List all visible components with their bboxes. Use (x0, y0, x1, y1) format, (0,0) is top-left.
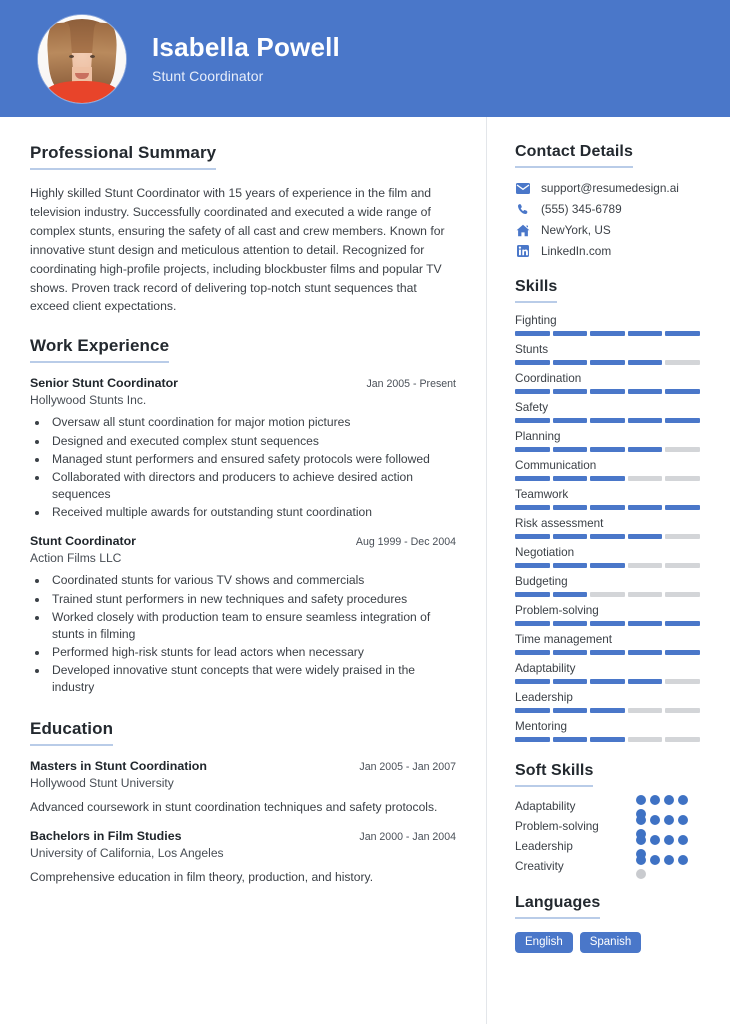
skill-segment (515, 679, 550, 684)
experience-entry (30, 534, 456, 696)
skill-row (515, 401, 700, 423)
skill-row (515, 546, 700, 568)
experience-bullet: • Designed and executed complex stunt sequences (49, 433, 456, 450)
soft-skills-list (515, 799, 700, 874)
skill-level-bar (515, 418, 700, 423)
soft-skill-dot (636, 835, 646, 845)
skill-segment (515, 505, 550, 510)
skill-row (515, 343, 700, 365)
skill-segment (515, 621, 550, 626)
education-institution: Hollywood Stunt University (30, 775, 174, 790)
section-soft-skills (515, 762, 700, 874)
skill-segment (628, 505, 663, 510)
experience-job-title: Senior Stunt Coordinator (30, 376, 178, 391)
section-skills (515, 278, 700, 742)
experience-job-title: Stunt Coordinator (30, 534, 136, 549)
skill-segment (628, 534, 663, 539)
soft-skill-label: Problem-solving (515, 820, 599, 833)
skill-segment (665, 360, 700, 365)
experience-entry-list (30, 376, 456, 696)
contact-value: (555) 345-6789 (541, 202, 622, 216)
soft-skill-label: Adaptability (515, 800, 576, 813)
home-icon (515, 223, 531, 237)
soft-skill-dot (650, 795, 660, 805)
experience-bullet: • Coordinated stunts for various TV shows and commercials (49, 572, 456, 589)
skill-segment (665, 389, 700, 394)
skill-segment (590, 737, 625, 742)
skill-segment (665, 447, 700, 452)
skill-segment (665, 708, 700, 713)
skill-segment (515, 360, 550, 365)
skill-level-bar (515, 708, 700, 713)
skill-segment (590, 650, 625, 655)
skill-level-bar (515, 360, 700, 365)
skill-label: Mentoring (515, 720, 567, 733)
experience-bullet: • Trained stunt performers in new techniques and safety procedures (49, 591, 456, 608)
skill-segment (515, 418, 550, 423)
skill-segment (553, 563, 588, 568)
resume-header (0, 0, 730, 117)
skill-segment (515, 708, 550, 713)
experience-bullet: • Collaborated with directors and producers to achieve desired action sequences (49, 469, 456, 503)
skill-segment (665, 563, 700, 568)
contact-row[interactable] (515, 244, 700, 258)
experience-bullet: • Worked closely with production team to ensure seamless integration of stunts in filming (49, 609, 456, 643)
skill-label: Safety (515, 401, 549, 414)
soft-skill-dot (664, 795, 674, 805)
section-contact-details (515, 143, 700, 258)
skill-level-bar (515, 563, 700, 568)
education-description: Advanced coursework in stunt coordination techniques and safety protocols. (30, 799, 438, 814)
skill-segment (515, 737, 550, 742)
skill-segment (553, 418, 588, 423)
profile-photo-avatar (38, 15, 126, 103)
section-heading-experience: Work Experience (30, 336, 169, 363)
sidebar-column (487, 117, 730, 1024)
education-degree: Masters in Stunt Coordination (30, 758, 207, 773)
skill-segment (553, 360, 588, 365)
education-date-range: Jan 2005 - Jan 2007 (359, 760, 456, 773)
skill-segment (590, 621, 625, 626)
skill-segment (628, 476, 663, 481)
skill-segment (665, 534, 700, 539)
experience-entry (30, 376, 456, 521)
skill-segment (515, 534, 550, 539)
experience-entry-header (30, 534, 456, 548)
skill-segment (553, 650, 588, 655)
skill-segment (628, 389, 663, 394)
skill-label: Problem-solving (515, 604, 599, 617)
skill-segment (665, 418, 700, 423)
skill-row (515, 662, 700, 684)
contact-row[interactable] (515, 223, 700, 237)
skill-segment (628, 708, 663, 713)
skill-level-bar (515, 331, 700, 336)
skill-row (515, 720, 700, 742)
section-languages (515, 894, 700, 953)
experience-company: Action Films LLC (30, 551, 122, 566)
skill-segment (665, 476, 700, 481)
section-heading-languages: Languages (515, 894, 600, 919)
soft-skill-label: Creativity (515, 860, 564, 873)
skill-segment (553, 476, 588, 481)
skill-segment (515, 563, 550, 568)
skill-label: Risk assessment (515, 517, 604, 530)
skill-label: Leadership (515, 691, 573, 704)
skill-segment (628, 650, 663, 655)
soft-skill-dot (678, 815, 688, 825)
skill-segment (628, 418, 663, 423)
skill-level-bar (515, 447, 700, 452)
skill-segment (590, 476, 625, 481)
skill-segment (628, 592, 663, 597)
section-heading-summary: Professional Summary (30, 143, 216, 170)
experience-bullet: • Managed stunt performers and ensured safety protocols were followed (49, 451, 456, 468)
skill-segment (665, 679, 700, 684)
language-chip[interactable]: English (515, 932, 573, 953)
soft-skill-dot (664, 815, 674, 825)
skill-level-bar (515, 476, 700, 481)
skill-segment (590, 708, 625, 713)
avatar-shirt (46, 81, 118, 103)
section-heading-skills: Skills (515, 278, 557, 303)
summary-text: Highly skilled Stunt Coordinator with 15 years of experience in the film and television industry. Successfully coordinated and executed a wide range of complex stunts, ensuring the safety of all cast and crew members. Known for innovative stunt design and meticulous attention to detail. Recognized for coordinating high-profile projects, including blockbuster films and popular TV shows. Proven track record of delivering top-notch stunt sequences that exceed client expectations. (30, 186, 445, 314)
skill-label: Communication (515, 459, 597, 472)
education-entry-header (30, 759, 456, 773)
section-education (30, 719, 456, 886)
section-heading-soft-skills: Soft Skills (515, 762, 593, 787)
skill-row (515, 633, 700, 655)
skill-segment (590, 331, 625, 336)
linkedin-icon (515, 244, 531, 258)
skill-segment (553, 331, 588, 336)
skill-segment (665, 331, 700, 336)
skill-segment (590, 360, 625, 365)
education-entry-list (30, 759, 456, 886)
skill-segment (665, 650, 700, 655)
skill-segment (515, 476, 550, 481)
skill-segment (665, 621, 700, 626)
header-text-block (152, 33, 340, 85)
experience-bullet: • Performed high-risk stunts for lead actors when necessary (49, 644, 456, 661)
skill-segment (553, 534, 588, 539)
skill-segment (515, 331, 550, 336)
soft-skill-row (515, 859, 700, 874)
language-chip[interactable]: Spanish (580, 932, 642, 953)
soft-skill-row (515, 839, 700, 854)
skill-level-bar (515, 505, 700, 510)
soft-skill-dot (678, 835, 688, 845)
skill-level-bar (515, 650, 700, 655)
skill-segment (665, 737, 700, 742)
section-work-experience (30, 336, 456, 696)
experience-bullet-list (49, 414, 456, 521)
envelope-icon (515, 181, 531, 195)
skill-segment (553, 592, 588, 597)
skill-segment (628, 331, 663, 336)
skill-level-bar (515, 679, 700, 684)
experience-date-range: Aug 1999 - Dec 2004 (355, 536, 456, 549)
skill-segment (553, 447, 588, 452)
skill-level-bar (515, 737, 700, 742)
contact-list (515, 181, 700, 258)
skill-label: Negotiation (515, 546, 575, 559)
skill-row (515, 604, 700, 626)
soft-skill-dot (678, 795, 688, 805)
skill-segment (628, 621, 663, 626)
skill-row (515, 691, 700, 713)
soft-skill-dot (678, 855, 688, 865)
skill-segment (590, 534, 625, 539)
resume-body (0, 117, 730, 1024)
soft-skill-label: Leadership (515, 840, 573, 853)
candidate-name: Isabella Powell (152, 31, 340, 62)
section-heading-education: Education (30, 719, 113, 746)
soft-skill-dot (664, 835, 674, 845)
education-date-range: Jan 2000 - Jan 2004 (359, 830, 456, 843)
skill-segment (553, 505, 588, 510)
section-professional-summary (30, 143, 456, 316)
skill-segment (590, 447, 625, 452)
contact-row[interactable] (515, 181, 700, 195)
skill-label: Time management (515, 633, 613, 646)
soft-skill-row (515, 799, 700, 814)
experience-bullet: • Developed innovative stunt concepts that were widely praised in the industry (49, 662, 456, 696)
skill-label: Stunts (515, 343, 549, 356)
skill-segment (553, 737, 588, 742)
soft-skill-dot (650, 835, 660, 845)
languages-list (515, 932, 700, 953)
skill-segment (665, 505, 700, 510)
soft-skill-dot (664, 855, 674, 865)
soft-skill-dots (636, 855, 700, 879)
skill-label: Teamwork (515, 488, 569, 501)
skill-row (515, 430, 700, 452)
soft-skill-dot (636, 855, 646, 865)
soft-skill-dot (650, 815, 660, 825)
main-column (0, 117, 487, 1024)
section-heading-contact: Contact Details (515, 143, 633, 168)
education-institution: University of California, Los Angeles (30, 845, 224, 860)
experience-company: Hollywood Stunts Inc. (30, 393, 147, 408)
skill-segment (515, 447, 550, 452)
skill-segment (553, 679, 588, 684)
skill-segment (515, 389, 550, 394)
skill-segment (515, 592, 550, 597)
skills-list (515, 314, 700, 742)
contact-value: support@resumedesign.ai (541, 181, 679, 195)
experience-entry-header (30, 376, 456, 390)
soft-skill-row (515, 819, 700, 834)
skill-label: Budgeting (515, 575, 568, 588)
avatar-eye-right (90, 55, 95, 58)
skill-segment (590, 389, 625, 394)
soft-skill-dot (650, 855, 660, 865)
skill-segment (590, 418, 625, 423)
experience-bullet: • Received multiple awards for outstanding stunt coordination (49, 504, 456, 521)
education-entry (30, 829, 456, 886)
skill-segment (515, 650, 550, 655)
skill-row (515, 517, 700, 539)
skill-level-bar (515, 592, 700, 597)
experience-date-range: Jan 2005 - Present (366, 378, 456, 391)
skill-segment (590, 563, 625, 568)
soft-skill-dot (636, 815, 646, 825)
education-degree: Bachelors in Film Studies (30, 828, 182, 843)
soft-skill-dot (636, 869, 646, 879)
skill-segment (628, 563, 663, 568)
skill-label: Coordination (515, 372, 582, 385)
skill-level-bar (515, 621, 700, 626)
education-entry-header (30, 829, 456, 843)
skill-segment (628, 679, 663, 684)
phone-icon (515, 202, 531, 216)
skill-segment (628, 447, 663, 452)
skill-segment (665, 592, 700, 597)
skill-segment (553, 389, 588, 394)
skill-row (515, 314, 700, 336)
education-description: Comprehensive education in film theory, production, and history. (30, 869, 374, 884)
education-entry (30, 759, 456, 816)
experience-bullet: • Oversaw all stunt coordination for major motion pictures (49, 414, 456, 431)
avatar-eye-left (69, 55, 74, 58)
skill-label: Adaptability (515, 662, 576, 675)
contact-value: NewYork, US (541, 223, 611, 237)
skill-level-bar (515, 389, 700, 394)
skill-segment (628, 737, 663, 742)
skill-segment (628, 360, 663, 365)
skill-segment (590, 592, 625, 597)
candidate-role: Stunt Coordinator (152, 68, 264, 85)
skill-row (515, 575, 700, 597)
skill-label: Fighting (515, 314, 557, 327)
contact-value: LinkedIn.com (541, 244, 612, 258)
skill-row (515, 372, 700, 394)
skill-segment (553, 621, 588, 626)
skill-row (515, 488, 700, 510)
skill-segment (590, 679, 625, 684)
contact-row[interactable] (515, 202, 700, 216)
skill-row (515, 459, 700, 481)
soft-skill-dot (636, 795, 646, 805)
skill-label: Planning (515, 430, 561, 443)
experience-bullet-list (49, 572, 456, 696)
skill-segment (553, 708, 588, 713)
skill-segment (590, 505, 625, 510)
skill-level-bar (515, 534, 700, 539)
